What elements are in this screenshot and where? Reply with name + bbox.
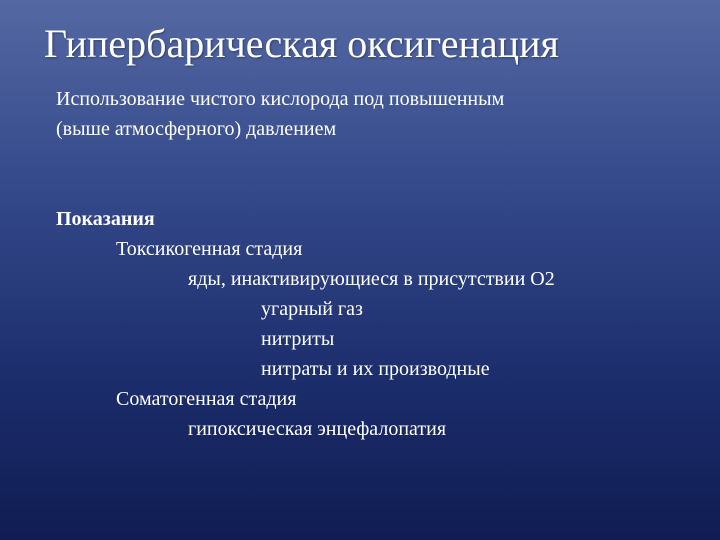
definition-line-2: (выше атмосферного) давлением [56,118,337,140]
somatogenic-stage-item: Соматогенная стадия [116,388,297,410]
nitrates-item: нитраты и их производные [261,358,490,380]
hypoxic-encephalopathy-item: гипоксическая энцефалопатия [188,418,447,440]
toxicogenic-stage-item: Токсикогенная стадия [116,238,303,260]
poisons-item: яды, инактивирующиеся в присутствии О2 [188,268,555,290]
carbon-monoxide-item: угарный газ [261,298,363,320]
indications-list [56,204,555,444]
indications-heading: Показания [56,208,155,230]
slide-title: Гипербарическая оксигенация [44,21,559,66]
definition-text [56,84,676,144]
nitrites-item: нитриты [261,328,335,350]
definition-line-1: Использование чистого кислорода под повышенным [56,88,505,110]
